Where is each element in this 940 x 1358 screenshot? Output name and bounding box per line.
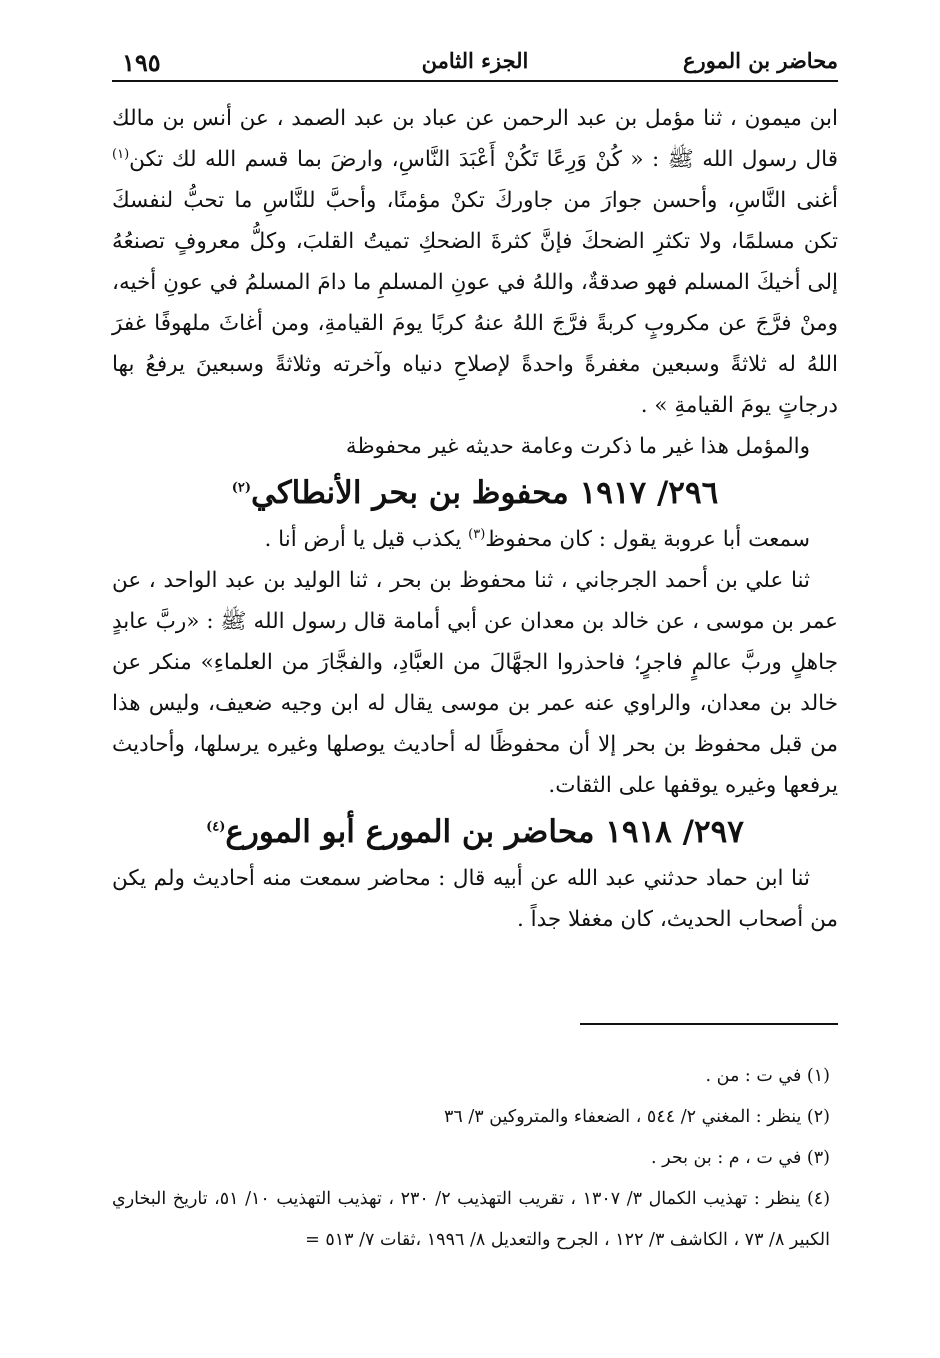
entry-heading-text: ٢٩٦/ ١٩١٧ محفوظ بن بحر الأنطاكي xyxy=(251,475,719,511)
footnote-divider xyxy=(580,1023,838,1025)
footnote-4: (٤) ينظر : تهذيب الكمال ٣/ ١٣٠٧ ، تقريب التهذيب ٢/ ٢٣٠ ، تهذيب التهذيب ١٠/ ٥١، تاريخ البخاري الكبير ٨/ ٧٣ ، الكاشف ٣/ ١٢٢ ، الجرح والتعديل ٨/ ١٩٩٦ ،ثقات ٧/ ٥١٣ = xyxy=(112,1189,831,1250)
narration-text-b: يكذب قيل يا أرض أنا . xyxy=(264,527,469,552)
footnote-ref-1[interactable]: (١) xyxy=(112,146,130,162)
footnote-2: (٢) ينظر : المغني ٢/ ٥٤٤ ، الضعفاء والمتروكين ٣/ ٣٦ xyxy=(444,1107,830,1127)
final-paragraph: ثنا ابن حماد حدثني عبد الله عن أبيه قال : محاضر سمعت منه أحاديث ولم يكن من أصحاب الحديث، كان مغفلا جداً . xyxy=(112,866,838,932)
header-book-title: محاضر بن المورع xyxy=(683,48,838,73)
hadith-paragraph xyxy=(112,98,838,426)
entry-heading-text: ٢٩٧/ ١٩١٨ محاضر بن المورع أبو المورع xyxy=(225,814,744,850)
entry-heading-1917 xyxy=(112,467,838,519)
narration-text-a: سمعت أبا عروبة يقول : كان محفوظ xyxy=(485,527,810,552)
hadith-text-b: أغنى النَّاسِ، وأحسن جوارَ من جاوركَ تكنْ مؤمنًا، وأحبَّ للنَّاسِ ما تحبُّ لنفسكَ تكن مسلمًا، ولا تكثرِ الضحكَ فإنَّ كثرةَ الضحكِ تميتُ القلبَ، وكلُّ معروفٍ تصنعُهُ إلى أخيكَ المسلم فهو صدقةٌ، واللهُ في عونِ المسلمِ ما دامَ المسلمُ في عونِ أخيه، ومنْ فرَّجَ عن مكروبٍ كربةً فرَّجَ اللهُ عنهُ كربًا يومَ القيامةِ، ومن أغاثَ ملهوفًا غفرَ اللهُ له ثلاثةً وسبعين مغفرةً واحدةً لإصلاحِ دنياه وآخرته وثلاثةً وسبعينَ يرفعُ بها درجاتٍ يومَ القيامةِ » . xyxy=(112,188,838,418)
footnotes xyxy=(112,1056,838,1261)
comment-paragraph: والمؤمل هذا غير ما ذكرت وعامة حديثه غير محفوظة xyxy=(345,434,810,459)
footnote-ref-4[interactable]: (٤) xyxy=(206,819,226,835)
footnote-1: (١) في ت : من . xyxy=(705,1066,830,1086)
running-header xyxy=(112,44,838,82)
footnote-ref-2[interactable]: (٢) xyxy=(231,480,252,496)
main-text xyxy=(112,98,838,940)
page-number: ١٩٥ xyxy=(122,48,161,77)
hadith-text-a: ابن ميمون ، ثنا مؤمل بن عبد الرحمن عن عباد بن عبد الصمد ، عن أنس بن مالك قال رسول الله ﷺ : « كُنْ وَرِعًا تَكُنْ أَعْبَدَ النَّاسِ، وارضَ بما قسم الله لك تكن xyxy=(112,106,838,172)
header-part: الجزء الثامن xyxy=(421,48,529,73)
isnad-paragraph: ثنا علي بن أحمد الجرجاني ، ثنا محفوظ بن بحر ، ثنا الوليد بن عبد الواحد ، عن عمر بن موسى ، عن خالد بن معدان عن أبي أمامة قال رسول الله ﷺ : «ربَّ عابدٍ جاهلٍ وربَّ عالمٍ فاجرٍ؛ فاحذروا الجهَّالَ من العبَّادِ، والفجَّارَ من العلماءِ» منكر عن خالد بن معدان، والراوي عنه عمر بن موسى يقال له ابن وجيه ضعيف، وليس هذا من قبل محفوظ بن بحر إلا أن محفوظًا له أحاديث يوصلها وغيره يرسلها، وأحاديث يرفعها وغيره يوقفها على الثقات. xyxy=(112,568,838,798)
entry-heading-1918 xyxy=(112,806,838,858)
footnote-3: (٣) في ت ، م : بن بحر . xyxy=(651,1148,830,1168)
narration-paragraph xyxy=(112,519,838,560)
footnote-ref-3[interactable]: (٣) xyxy=(468,526,486,542)
